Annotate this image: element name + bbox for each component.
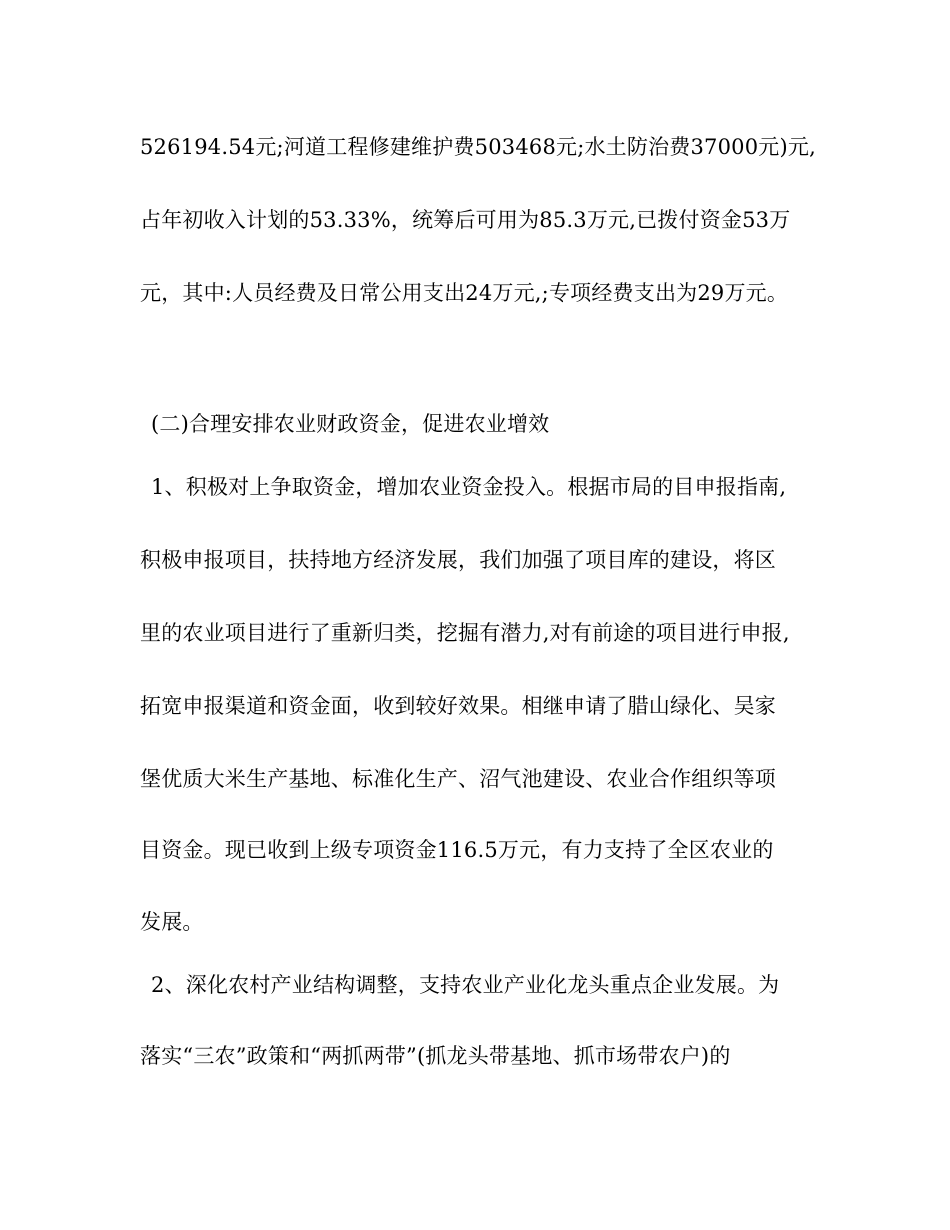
body-text-line: 526194.54元;河道工程修建维护费503468元;水土防治费37000元)元, [140, 135, 816, 159]
body-text-line: 占年初收入计划的53.33%，统筹后可用为85.3万元,已拨付资金53万 [140, 208, 791, 232]
body-text-line: 里的农业项目进行了重新归类，挖掘有潜力,对有前途的项目进行申报, [140, 621, 790, 645]
body-text-line: 拓宽申报渠道和资金面，收到较好效果。相继申请了腊山绿化、吴家 [140, 694, 776, 718]
body-text-line: 落实“三农”政策和“两抓两带”(抓龙头带基地、抓市场带农户)的 [140, 1044, 731, 1068]
body-text-line: 堡优质大米生产基地、标准化生产、沼气池建设、农业合作组织等项 [140, 767, 776, 791]
body-text-line: 目资金。现已收到上级专项资金116.5万元，有力支持了全区农业的 [140, 838, 774, 862]
body-text-line: 1、积极对上争取资金，增加农业资金投入。根据市局的目申报指南, [151, 475, 787, 499]
body-text-line: 发展。 [140, 910, 204, 934]
body-text-line: 2、深化农村产业结构调整，支持农业产业化龙头重点企业发展。为 [151, 973, 780, 997]
body-text-line: 元，其中:人员经费及日常公用支出24万元,;专项经费支出为29万元。 [140, 281, 789, 305]
body-text-line: 积极申报项目，扶持地方经济发展，我们加强了项目库的建设，将区 [140, 548, 776, 572]
section-heading: (二)合理安排农业财政资金，促进农业增效 [151, 412, 550, 436]
